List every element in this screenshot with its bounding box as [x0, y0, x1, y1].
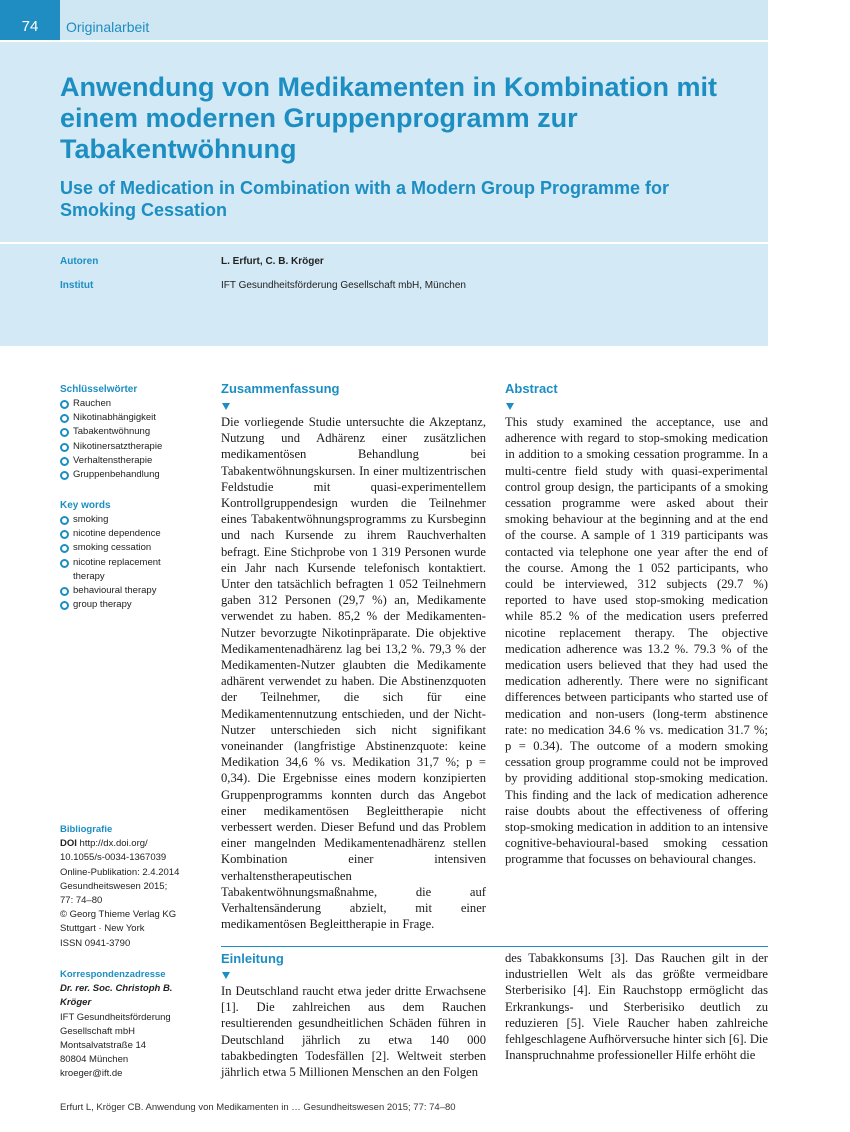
keywords-en-heading: Key words — [60, 500, 111, 511]
publisher-place: Stuttgart · New York — [60, 923, 145, 935]
section-rule — [221, 946, 768, 947]
page-number: 74 — [0, 0, 60, 40]
keyword-item: Verhaltenstherapie — [60, 454, 210, 468]
keywords-en-list — [60, 513, 180, 612]
keyword-item: smoking cessation — [60, 541, 180, 555]
correspondence-org-cont: Gesellschaft mbH — [60, 1025, 135, 1037]
keyword-item: nicotine dependence — [60, 527, 180, 541]
triangle-marker-icon — [222, 403, 230, 410]
institute: IFT Gesundheitsförderung Gesellschaft mbH, München — [221, 280, 466, 291]
section-label: Originalarbeit — [66, 19, 150, 35]
triangle-marker-icon — [506, 403, 514, 410]
title-divider — [0, 242, 768, 244]
keywords-de-list — [60, 397, 210, 482]
correspondence-block — [60, 968, 220, 1082]
keyword-item: smoking — [60, 513, 180, 527]
einleitung-text-left: In Deutschland raucht etwa jeder dritte Erwachsene [1]. Die zahlreichen aus dem Rauchen resultierenden gesundheitlichen Schäden führen in Deutschland jährlich zu etwa 140 000 tabakbedingten Todesfällen [2]. Weltweit sterben jährlich etwa 5 Millionen Menschen an den Folgen — [221, 984, 486, 1080]
keyword-item: Tabakentwöhnung — [60, 425, 210, 439]
authors-label: Autoren — [60, 256, 99, 267]
pages: 77: 74–80 — [60, 895, 103, 907]
keyword-item: Nikotinersatztherapie — [60, 440, 210, 454]
abstract-text: This study examined the acceptance, use and adherence with regard to stop-smoking medication in addition to a smoking cessation programme. In a multi-centre field study with quasi-experimental control group design, the participants of a smoking cessation programme were asked about their smoking behaviour at the beginning and at the end of the course. A sample of 1 319 participants was contacted via telephone one year after the end of the course. Among the 1 052 participants, who could be interviewed, 312 subjects (29.7 %) reported to have used stop-smoking medication while 85.2 % of the medication users preferred nicotine replacement therapy. The objective medication adherence was 13.2 %. 79.3 % of the medication users believed that they had used the medication adherently. There were no significant differences between participants who started use of medication and non-users (long-term abstinence rate: no medication 34.6 % vs. medication 31.7 %; p = 0.34). The outcome of a modern smoking cessation group programme could not be improved by providing additional stop-smoking medication. This finding and the lack of medication adherence raise doubts about the effectiveness of offering stop-smoking medication in addition to an intensive cognitive-behavioural-based smoking cessation programme that focusses on behavioural changes. — [505, 415, 768, 867]
journal: Gesundheitswesen 2015; — [60, 880, 168, 892]
einleitung-heading: Einleitung — [221, 951, 284, 966]
authors: L. Erfurt, C. B. Kröger — [221, 256, 324, 267]
keyword-item: nicotine replacement therapy — [60, 556, 180, 584]
doi-number: 10.1055/s-0034-1367039 — [60, 852, 167, 864]
keyword-item: behavioural therapy — [60, 584, 180, 598]
article-title-german: Anwendung von Medikamenten in Kombination mit einem modernen Gruppenprogramm zur Tabakentwöhnung — [60, 72, 718, 164]
footer-citation: Erfurt L, Kröger CB. Anwendung von Medikamenten in … Gesundheitswesen 2015; 77: 74–80 — [60, 1102, 456, 1113]
correspondence-org: IFT Gesundheitsförderung — [60, 1011, 171, 1023]
correspondence-name-cont: Kröger — [60, 997, 92, 1009]
keyword-item: Rauchen — [60, 397, 210, 411]
bibliography-heading: Bibliografie — [60, 824, 113, 835]
zusammenfassung-text: Die vorliegende Studie untersuchte die Akzeptanz, Nutzung und Adhärenz einer zusätzlichen medikamentösen Behandlung bei Tabakentwöhnungskursen. In einer multizentrischen Feldstudie mit quasi-experimentellem Kontrollgruppendesign wurden die Teilnehmer eines Tabakentwöhnungsprogramms zu Kursbeginn und nach Kursende zu ihrem Rauchverhalten befragt. Eine Stichprobe von 1 319 Personen wurde ein Jahr nach Kursende telefonisch kontaktiert. Unter den tatsächlich befragten 1 052 Teilnehmern gaben 312 Personen (29,7 %) an, Medikamente verwendet zu haben. 85,2 % der Medikamenten-Nutzer bevorzugte Nikotinpräparate. Die objektive Medikamentenadhärenz lag bei 13,2 %. 79,3 % der Medikamenten-Nutzer glaubten die Medikamente adhärent verwendet zu haben. Die Abstinenzquoten der Teilnehmer, die sich für eine Medikamentennutzung entschieden, und der Nicht-Nutzer unterschieden sich nicht signifikant voneinander (langfristige Abstinenzquote: keine Medikation 34,6 % vs. Medikation 31,7 %; p = 0,34). Die Ergebnisse eines modern konzipierten Gruppenprogramms konnten durch das Angebot einer medikamentösen Begleittherapie nicht verbessert werden. Dieser Befund und das Problem einer mangelnden Medikamentenadhärenz stellen Kombination einer intensiven verhaltenstherapeutischen Tabakentwöhnungsmaßnahme, die auf Verhaltensänderung abzielt, mit einer medikamentösen Begleittherapie in Frage. — [221, 415, 486, 932]
article-title-english: Use of Medication in Combination with a Modern Group Programme for Smoking Cessation — [60, 178, 670, 220]
correspondence-city: 80804 München — [60, 1054, 129, 1066]
online-publication: Online-Publikation: 2.4.2014 — [60, 866, 180, 878]
correspondence-street: Montsalvatstraße 14 — [60, 1040, 147, 1052]
doi-label: DOI — [60, 838, 77, 850]
keyword-item: Gruppenbehandlung — [60, 468, 210, 482]
correspondence-name: Dr. rer. Soc. Christoph B. — [60, 983, 173, 995]
issn: ISSN 0941-3790 — [60, 937, 131, 949]
institute-label: Institut — [60, 280, 94, 291]
abstract-heading: Abstract — [505, 381, 558, 396]
correspondence-email[interactable]: kroeger@ift.de — [60, 1068, 123, 1080]
zusammenfassung-heading: Zusammenfassung — [221, 381, 340, 396]
correspondence-heading: Korrespondenzadresse — [60, 969, 166, 980]
keyword-item: Nikotinabhängigkeit — [60, 411, 210, 425]
copyright: © Georg Thieme Verlag KG — [60, 909, 177, 921]
doi-line — [60, 837, 220, 851]
keywords-de-heading: Schlüsselwörter — [60, 384, 138, 395]
bibliography-block — [60, 823, 220, 951]
triangle-marker-icon — [222, 972, 230, 979]
doi-url[interactable]: http://dx.doi.org/ — [79, 838, 148, 850]
einleitung-text-right: des Tabakkonsums [3]. Das Rauchen gilt in der industriellen Welt als das größte vermeidbare Sterberisiko [4]. Ein Rauchstopp ermöglicht das Erkrankungs- und Sterberisiko deutlich zu reduzieren [5]. Viele Raucher haben zahlreiche fehlgeschlagene Aufhörversuche hinter sich [6]. Die Inanspruchnahme professioneller Hilfe erhöht die — [505, 951, 768, 1063]
keyword-item: group therapy — [60, 598, 180, 612]
